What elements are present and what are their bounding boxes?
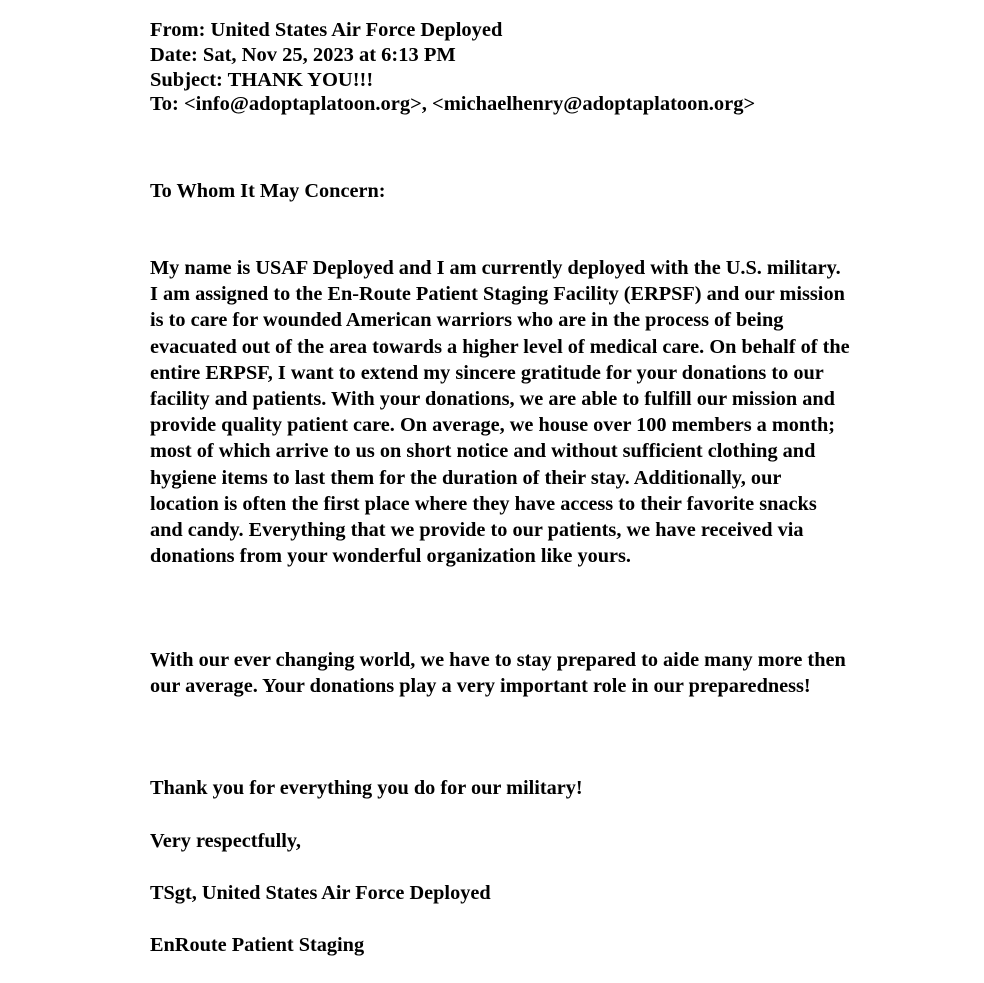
thanks-line: Thank you for everything you do for our military! — [150, 777, 583, 799]
closing: Very respectfully, — [150, 830, 301, 852]
signature-name: TSgt, United States Air Force Deployed — [150, 882, 491, 904]
body-paragraph-2: With our ever changing world, we have to stay prepared to aide many more then our average. Your donations play a very important role in our preparedness! — [150, 649, 846, 698]
email-to: To: <info@adoptaplatoon.org>, <michaelhenry@adoptaplatoon.org> — [150, 93, 756, 115]
email-date: Date: Sat, Nov 25, 2023 at 6:13 PM — [150, 44, 456, 66]
salutation: To Whom It May Concern: — [150, 180, 386, 202]
signature-unit: EnRoute Patient Staging — [150, 934, 365, 956]
body-paragraph-1: My name is USAF Deployed and I am currently deployed with the U.S. military. I am assigned to the En-Route Patient Staging Facility (ERPSF) and our mission is to care for wounded American warriors who are in the process of being evacuated out of the area towards a higher level of medical care. On behalf of the entire ERPSF, I want to extend my sincere gratitude for your donations to our facility and patients. With your donations, we are able to fulfill our mission and provide quality patient care. On average, we house over 100 members a month; most of which arrive to us on short notice and without sufficient clothing and hygiene items to last them for the duration of their stay. Additionally, our location is often the first place where they have access to their favorite snacks and candy. Everything that we provide to our patients, we have received via donations from your wonderful organization like yours. — [150, 257, 850, 568]
email-document — [150, 0, 850, 983]
email-from: From: United States Air Force Deployed — [150, 19, 503, 41]
email-subject: Subject: THANK YOU!!! — [150, 69, 374, 91]
